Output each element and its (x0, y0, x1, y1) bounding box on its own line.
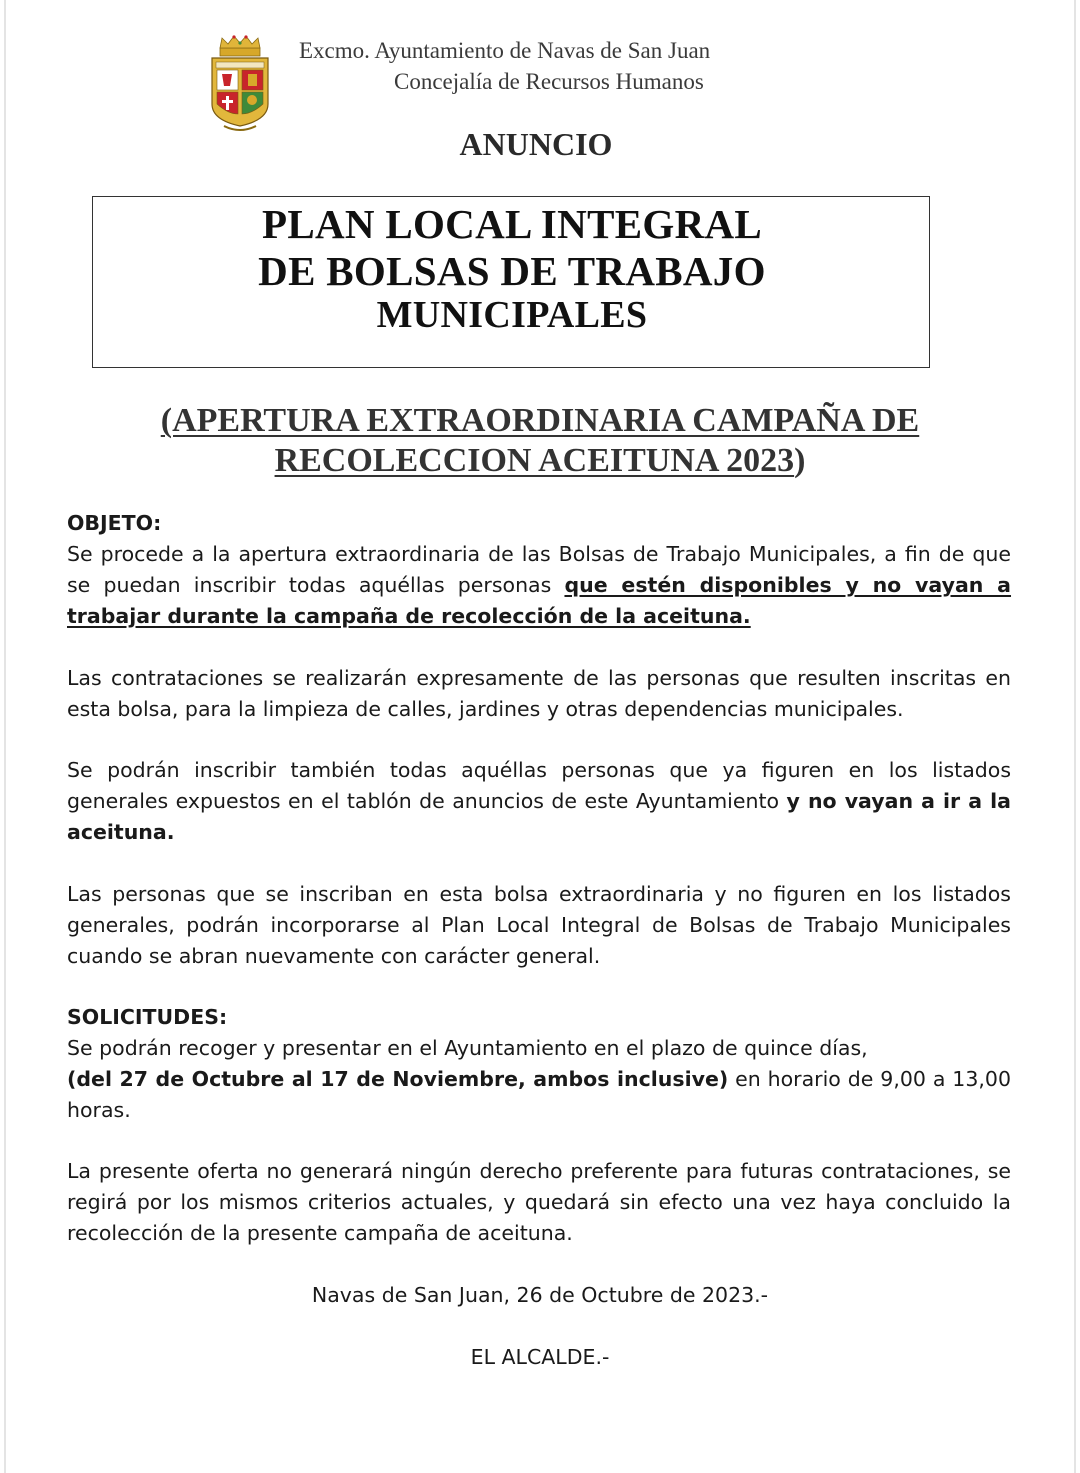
solicitudes-line-1: Se podrán recoger y presentar en el Ayuntamiento en el plazo de quince días, (67, 1036, 868, 1060)
title-box (92, 196, 930, 368)
objeto-paragraph-1: Se procede a la apertura extraordinaria de las Bolsas de Trabajo Municipales, a fin de que se puedan inscribir todas aquéllas personas que estén disponibles y no vayan a trabajar durante la campaña de recolección de la aceituna. (67, 542, 1012, 628)
page-edge-left (4, 0, 6, 1473)
solicitudes-paragraph-2: La presente oferta no generará ningún derecho preferente para futuras contrataciones, se regirá por los mismos criterios actuales, y quedará sin efecto una vez haya concluido la recolección de la presente campaña de aceituna. (67, 1159, 1011, 1245)
announcement-heading: ANUNCIO (459, 126, 613, 162)
signature: EL ALCALDE.- (470, 1345, 610, 1369)
place-and-date: Navas de San Juan, 26 de Octubre de 2023.- (311, 1283, 769, 1307)
subtitle-line-2: RECOLECCION ACEITUNA 2023) (274, 442, 806, 479)
title-line-1: PLAN LOCAL INTEGRAL (261, 201, 763, 247)
objeto-heading: OBJETO: (67, 511, 162, 535)
solicitudes-dates: (del 27 de Octubre al 17 de Noviembre, ambos inclusive) en horario de 9,00 a 13,00 horas. (67, 1067, 1011, 1122)
header-institution: Excmo. Ayuntamiento de Navas de San Juan (299, 38, 711, 63)
subtitle-line-1: (APERTURA EXTRAORDINARIA CAMPAÑA DE (160, 402, 920, 439)
objeto-paragraph-2: Las contrataciones se realizarán expresamente de las personas que resulten inscritas en esta bolsa, para la limpieza de calles, jardines y otras dependencias municipales. (67, 666, 1011, 721)
title-line-2: DE BOLSAS DE TRABAJO (258, 248, 766, 294)
header-department: Concejalía de Recursos Humanos (394, 69, 704, 94)
coat-of-arms-icon (206, 34, 274, 134)
title-line-3: MUNICIPALES (376, 294, 648, 336)
objeto-paragraph-4: Las personas que se inscriban en esta bolsa extraordinaria y no figuren en los listados generales, podrán incorporarse al Plan Local Integral de Bolsas de Trabajo Municipales cuando se abran nuevamente con carácter general. (67, 882, 1011, 968)
objeto-paragraph-3: Se podrán inscribir también todas aquéllas personas que ya figuren en los listados generales expuestos en el tablón de anuncios de este Ayuntamiento y no vayan a ir a la aceituna. (67, 758, 1011, 844)
solicitudes-heading: SOLICITUDES: (67, 1005, 228, 1029)
page-edge-right (1074, 0, 1076, 1473)
